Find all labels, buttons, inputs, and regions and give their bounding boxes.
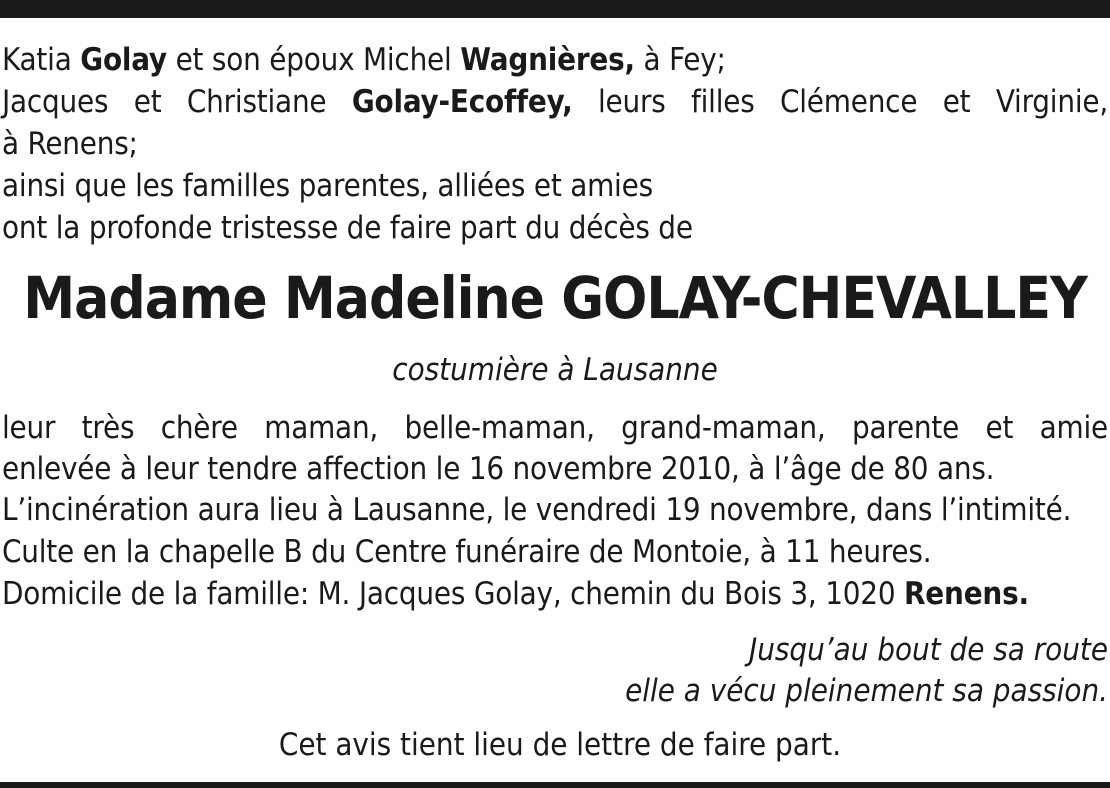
epitaph-line-2: elle a vécu pleinement sa passion. [625, 673, 1108, 709]
text-segment: Jacques et Christiane [2, 84, 352, 120]
text-segment: Domicile de la famille: M. Jacques Golay, chemin du Bois 3, 1020 [2, 576, 905, 612]
text-segment: Katia [2, 42, 81, 78]
details-line-5 [2, 574, 1029, 614]
surname-wagnieres: Wagnières, [460, 42, 635, 78]
text-segment: leurs filles Clémence et Virginie, [572, 84, 1108, 120]
details-line-2: enlevée à leur tendre affection le 16 novembre 2010, à l’âge de 80 ans. [2, 451, 995, 487]
family-line-5: ont la profonde tristesse de faire part du décès de [2, 210, 693, 246]
text-segment: à Fey; [634, 42, 726, 78]
family-line-4: ainsi que les familles parentes, alliées et amies [2, 168, 653, 204]
family-line-2 [2, 82, 1108, 122]
closing-note: Cet avis tient lieu de lettre de faire part. [278, 727, 842, 763]
details-line-3: L’incinération aura lieu à Lausanne, le vendredi 19 novembre, dans l’intimité. [2, 492, 1072, 528]
deceased-name: Madame Madeline GOLAY-CHEVALLEY [23, 264, 1087, 332]
text-segment: et son époux Michel [166, 42, 461, 78]
surname-golay: Golay [80, 42, 167, 78]
details-line-1: leur très chère maman, belle-maman, grand-maman, parente et amie [2, 410, 1108, 446]
bottom-border-rule [0, 782, 1110, 788]
details-line-4: Culte en la chapelle B du Centre funéraire de Montoie, à 11 heures. [2, 534, 932, 570]
family-line-3: à Renens; [2, 126, 138, 162]
surname-golay-ecoffey: Golay-Ecoffey, [351, 84, 573, 120]
epitaph-line-1: Jusqu’au bout de sa route [748, 632, 1108, 668]
city-renens: Renens. [904, 576, 1029, 612]
top-border-rule [0, 0, 1110, 18]
family-line-1 [2, 40, 726, 80]
deceased-occupation: costumière à Lausanne [392, 352, 718, 388]
